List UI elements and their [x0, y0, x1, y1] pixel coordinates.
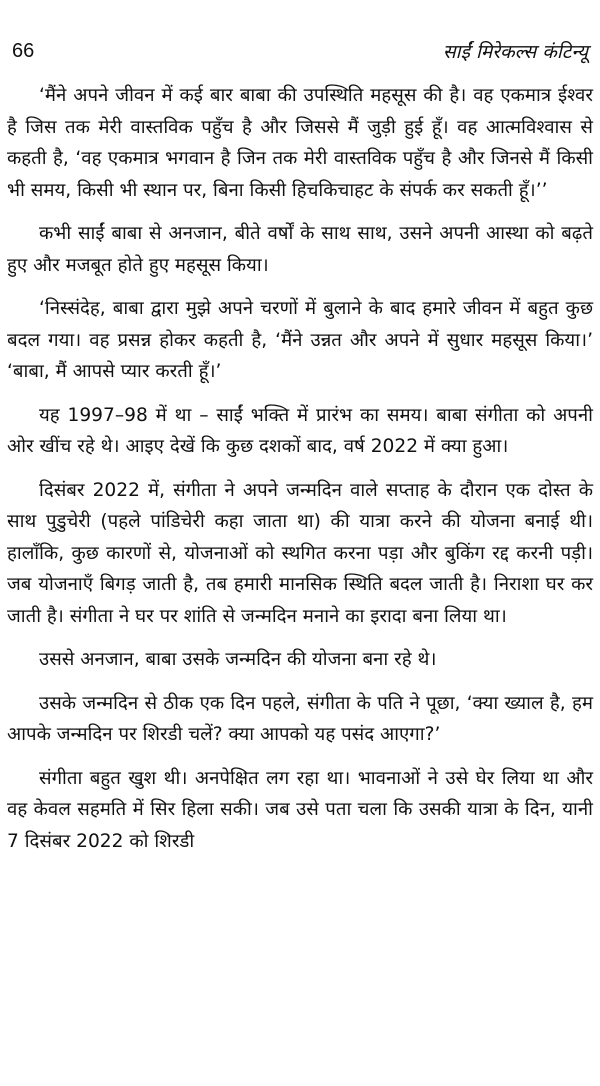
paragraph: ‘मैंने अपने जीवन में कई बार बाबा की उपस्थिति महसूस की है। वह एकमात्र ईश्वर है जिस तक मेरी वास्तविक पहुँच है और जिससे मैं जुड़ी हुई हूँ। वह आत्मविश्वास से कहती है, ‘वह एकमात्र भगवान है जिन तक मेरी वास्तविक पहुँच है और जिनसे मैं किसी भी समय, किसी भी स्थान पर, बिना किसी हिचकिचाहट के संपर्क कर सकती हूँ।’’ [7, 85, 593, 201]
paragraph: ‘निस्संदेह, बाबा द्वारा मुझे अपने चरणों में बुलाने के बाद हमारे जीवन में बहुत कुछ बदल गया। वह प्रसन्न होकर कहती है, ‘मैंने उन्नत और अपने में सुधार महसूस किया।’ ‘बाबा, मैं आपसे प्यार करती हूँ।’ [7, 298, 593, 382]
paragraph: दिसंबर 2022 में, संगीता ने अपने जन्मदिन वाले सप्ताह के दौरान एक दोस्त के साथ पुडुचेरी (पहले पांडिचेरी कहा जाता था) की यात्रा करने की योजना बनाई थी। हालाँकि, कुछ कारणों से, योजनाओं को स्थगित करना पड़ा और बुकिंग रद्द करनी पड़ी। जब योजनाएँ बिगड़ जाती है, तब हमारी मानसिक स्थिति बदल जाती है। निराशा घर कर जाती है। संगीता ने घर पर शांति से जन्मदिन मनाने का इरादा बना लिया था। [7, 479, 593, 627]
paragraph: उसके जन्मदिन से ठीक एक दिन पहले, संगीता के पति ने पूछा, ‘क्या ख्याल है, हम आपके जन्मदिन पर शिरडी चलें? क्या आपको यह पसंद आएगा?’ [7, 692, 593, 745]
page-number: 66 [12, 40, 35, 62]
page-header [10, 38, 590, 72]
body-text [7, 80, 593, 869]
paragraph: संगीता बहुत खुश थी। अनपेक्षित लग रहा था। भावनाओं ने उसे घेर लिया था और वह केवल सहमति में सिर हिला सकी। जब उसे पता चला कि उसकी यात्रा के दिन, यानी 7 दिसंबर 2022 को शिरडी [7, 767, 593, 852]
paragraph: उससे अनजान, बाबा उसके जन्मदिन की योजना बना रहे थे। [39, 649, 437, 670]
paragraph: यह 1997–98 में था – साईं भक्ति में प्रारंभ का समय। बाबा संगीता को अपनी ओर खींच रहे थे। आइए देखें कि कुछ दशकों बाद, वर्ष 2022 में क्या हुआ। [7, 404, 593, 457]
paragraph: कभी साईं बाबा से अनजान, बीते वर्षों के साथ साथ, उसने अपनी आस्था को बढ़ते हुए और मजबूत होते हुए महसूस किया। [7, 223, 593, 276]
running-title: साईं मिरेकल्स कंटिन्यू [442, 41, 588, 63]
